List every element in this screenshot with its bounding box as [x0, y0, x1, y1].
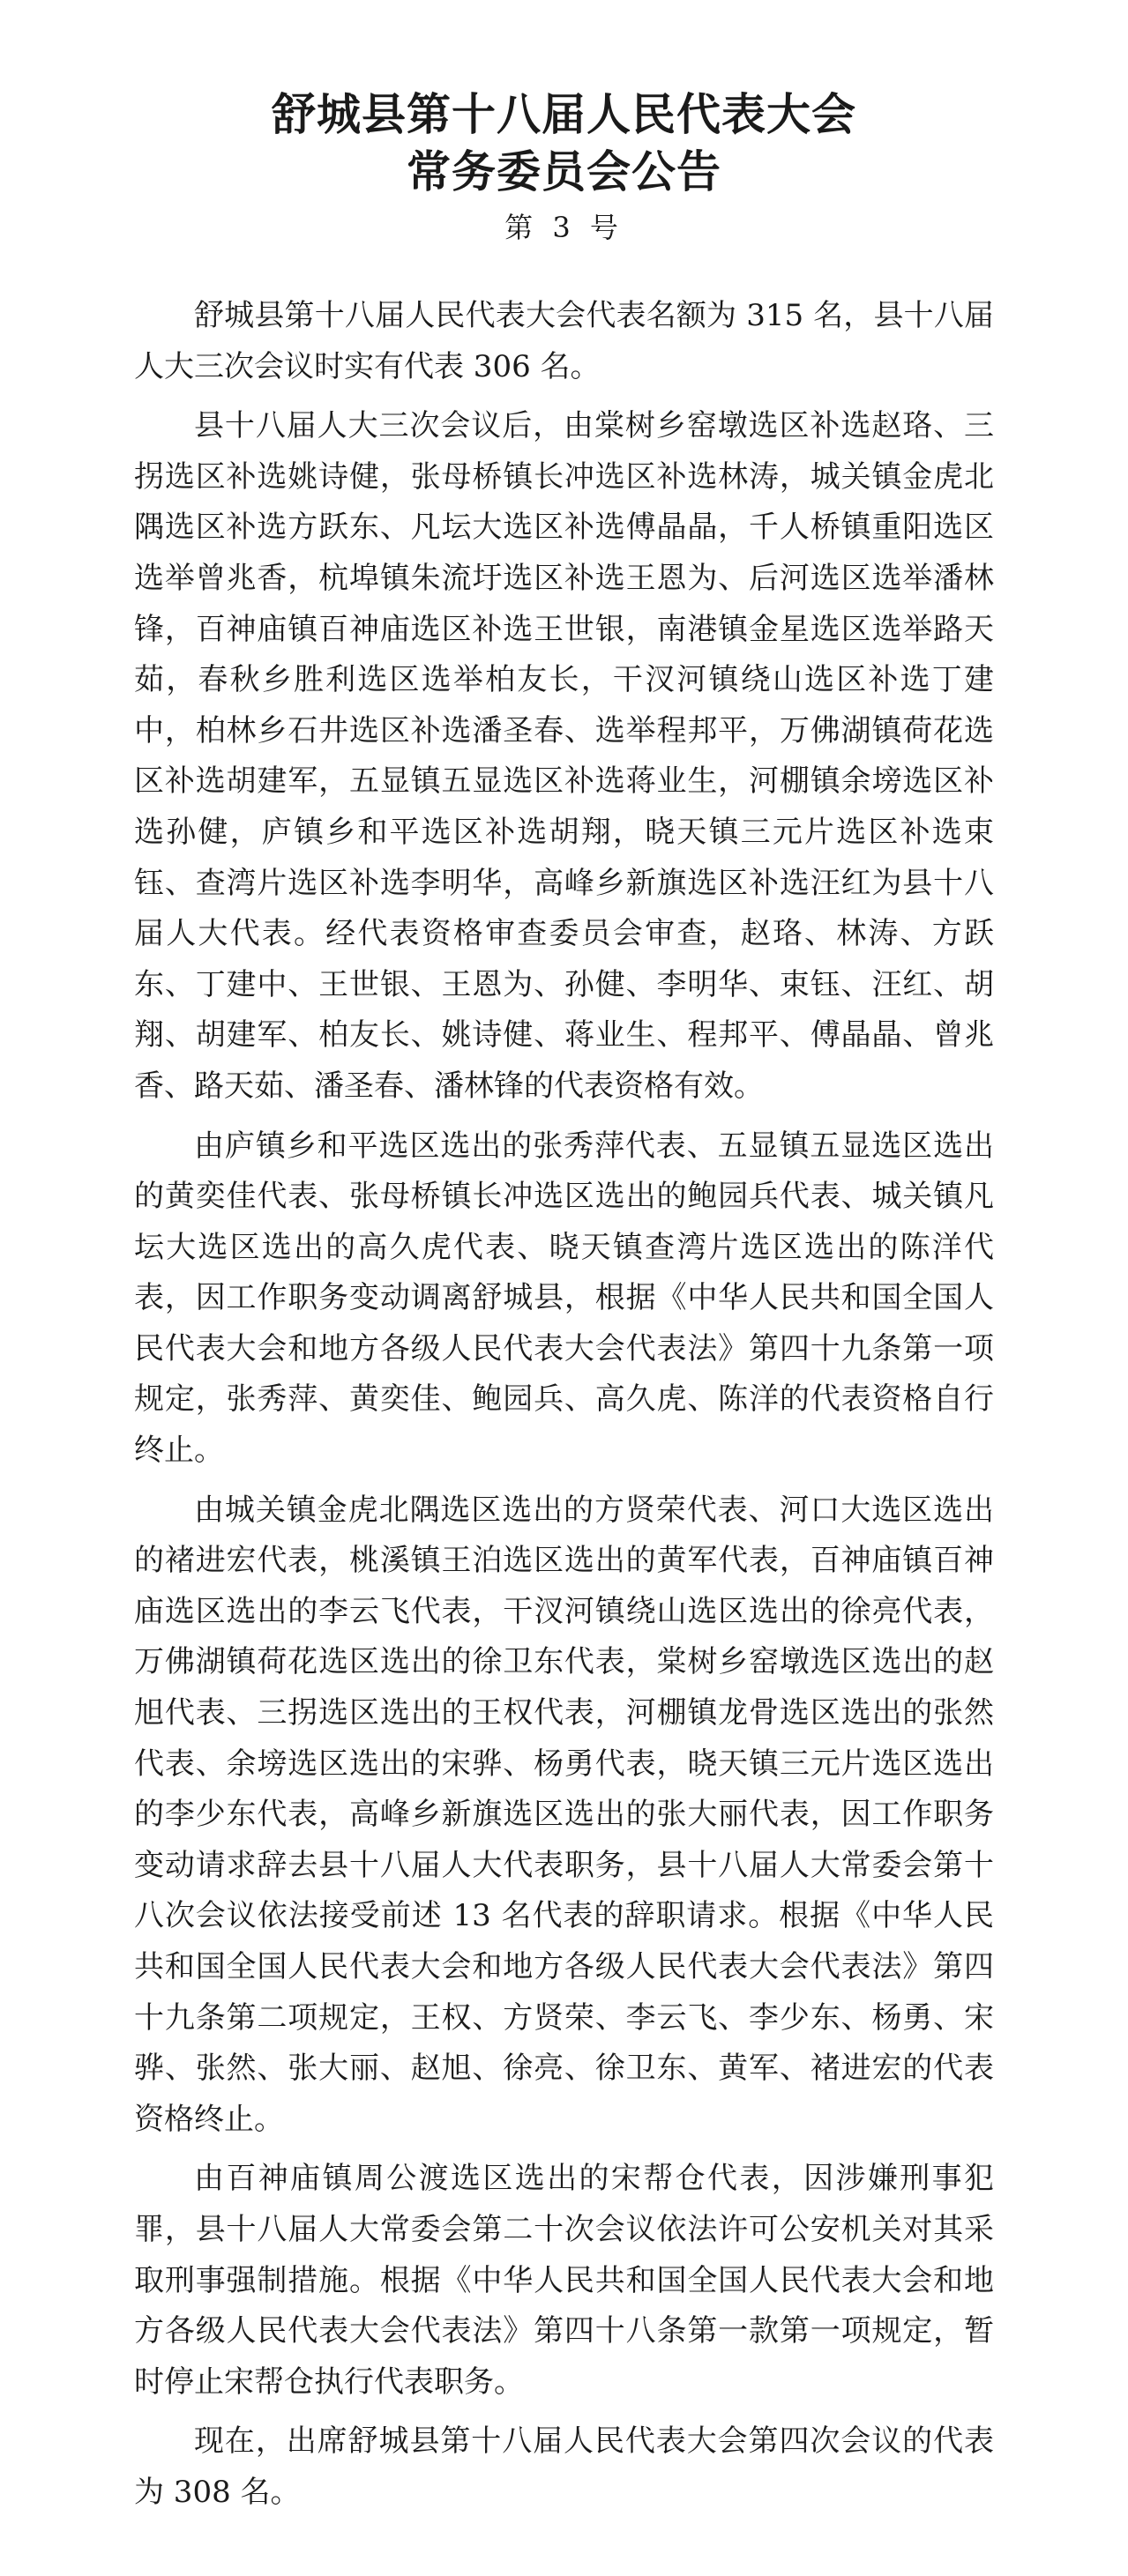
announcement-number: 第 3 号: [504, 211, 624, 244]
page-subtitle: 常务委员会公告: [407, 145, 721, 197]
paragraph-by-elections: 县十八届人大三次会议后，由棠树乡窑墩选区补选赵珞、三拐选区补选姚诗健，张母桥镇长冲选区补选林涛，城关镇金虎北隅选区补选方跃东、凡坛大选区补选傅晶晶，千人桥镇重阳选区选举曾兆香，杭埠镇朱流圩选区补选王恩为、后河选区选举潘林锋，百神庙镇百神庙选区补选王世银，南港镇金星选区选举路天茹，春秋乡胜利选区选举柏友长，干汊河镇绕山选区补选丁建中，柏林乡石井选区补选潘圣春、选举程邦平，万佛湖镇荷花选区补选胡建军，五显镇五显选区补选蒋业生，河棚镇余塝选区补选孙健，庐镇乡和平选区补选胡翔，晓天镇三元片选区补选束钰、查湾片选区补选李明华，高峰乡新旗选区补选汪红为县十八届人大代表。经代表资格审查委员会审查，赵珞、林涛、方跃东、丁建中、王世银、王恩为、孙健、李明华、束钰、汪红、胡翔、胡建军、柏友长、姚诗健、蒋业生、程邦平、傅晶晶、曾兆香、路天茹、潘圣春、潘林锋的代表资格有效。: [134, 408, 994, 1104]
paragraph-resignations: 由城关镇金虎北隅选区选出的方贤荣代表、河口大选区选出的褚进宏代表，桃溪镇王泊选区选出的黄军代表，百神庙镇百神庙选区选出的李云飞代表，干汊河镇绕山选区选出的徐亮代表，万佛湖镇荷花选区选出的徐卫东代表，棠树乡窑墩选区选出的赵旭代表、三拐选区选出的王权代表，河棚镇龙骨选区选出的张然代表、余塝选区选出的宋骅、杨勇代表，晓天镇三元片选区选出的李少东代表，高峰乡新旗选区选出的张大丽代表，因工作职务变动请求辞去县十八届人大代表职务，县十八届人大常委会第十八次会议依法接受前述 13 名代表的辞职请求。根据《中华人民共和国全国人民代表大会和地方各级人民代表大会代表法》第四十九条第二项规定，王权、方贤荣、李云飞、李少东、杨勇、宋骅、张然、张大丽、赵旭、徐亮、徐卫东、黄军、褚进宏的代表资格终止。: [134, 1492, 994, 2137]
page-title: 舒城县第十八届人民代表大会: [272, 88, 856, 140]
paragraph-suspension: 由百神庙镇周公渡选区选出的宋帮仓代表，因涉嫌刑事犯罪，县十八届人大常委会第二十次会议依法许可公安机关对其采取刑事强制措施。根据《中华人民共和国全国人民代表大会和地方各级人民代表大会代表法》第四十八条第一款第一项规定，暂时停止宋帮仓执行代表职务。: [134, 2161, 994, 2400]
paragraph-delegate-quota: 舒城县第十八届人民代表大会代表名额为 315 名，县十八届人大三次会议时实有代表 306 名。: [134, 298, 994, 384]
paragraph-attendance: 现在，出席舒城县第十八届人民代表大会第四次会议的代表为 308 名。: [134, 2423, 994, 2510]
paragraph-terminated-relocation: 由庐镇乡和平选区选出的张秀萍代表、五显镇五显选区选出的黄奕佳代表、张母桥镇长冲选区选出的鲍园兵代表、城关镇凡坛大选区选出的高久虎代表、晓天镇查湾片选区选出的陈洋代表，因工作职务变动调离舒城县，根据《中华人民共和国全国人民代表大会和地方各级人民代表大会代表法》第四十九条第一项规定，张秀萍、黄奕佳、鲍园兵、高久虎、陈洋的代表资格自行终止。: [134, 1128, 994, 1469]
announcement-body: [134, 291, 994, 2528]
